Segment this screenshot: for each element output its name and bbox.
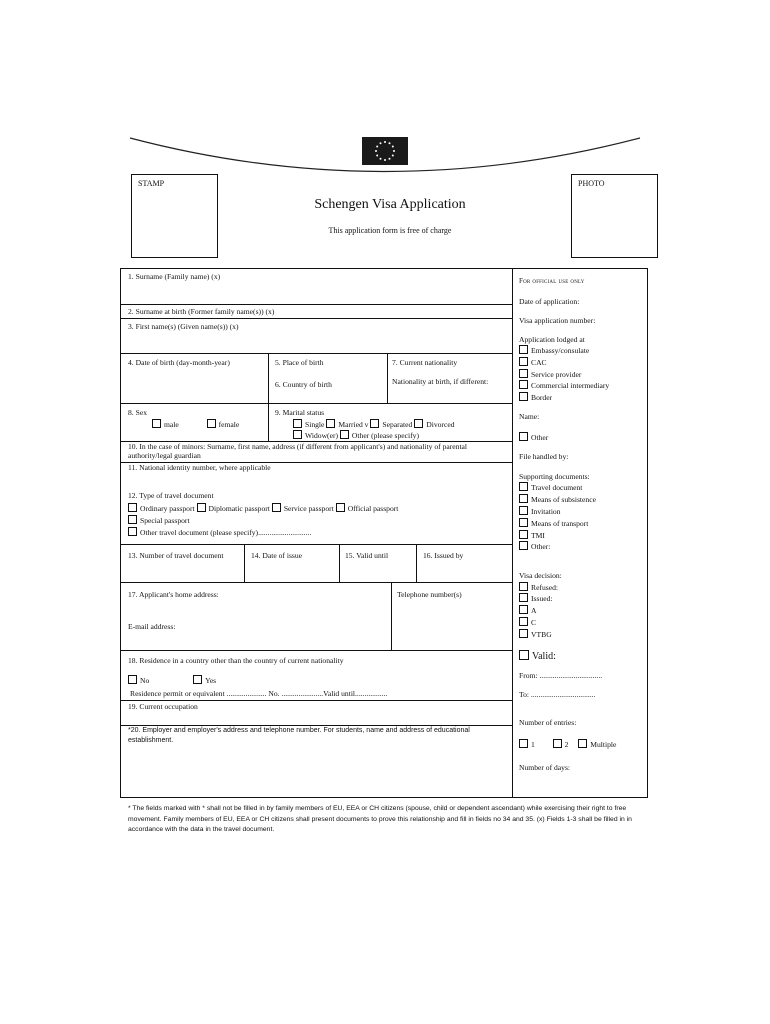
official-use-heading: For official use only	[519, 277, 585, 285]
invitation-checkbox[interactable]	[519, 506, 528, 515]
page-title: Schengen Visa Application	[314, 197, 466, 212]
visa-decision: Visa decision:	[519, 571, 562, 580]
travel-doc-row1: Ordinary passport Diplomatic passport Service passport Official passport	[128, 503, 398, 514]
field-2-surname-at-birth[interactable]: 2. Surname at birth (Former family name(s)) (x)	[128, 307, 275, 316]
embassy-checkbox[interactable]	[519, 345, 528, 354]
field-10-guardian[interactable]: 10. In the case of minors: Surname, first name, address (if different from applicant's) and nationality of parental authority/legal guardian	[128, 442, 468, 460]
residence-options: No Yes	[128, 675, 216, 686]
lodged-border: Border	[519, 392, 552, 403]
stamp-label: STAMP	[138, 179, 165, 188]
field-16-issued-by[interactable]: 16. Issued by	[423, 551, 464, 560]
service-provider-checkbox[interactable]	[519, 369, 528, 378]
field-7-nationality-at-birth[interactable]: Nationality at birth, if different:	[392, 377, 489, 386]
type-c-checkbox[interactable]	[519, 617, 528, 626]
field-12-travel-document-type: 12. Type of travel document	[128, 491, 214, 500]
field-9-marital-status: 9. Marital status	[275, 408, 325, 417]
residence-permit-line[interactable]: Residence permit or equivalent ..................... No. ......................Valid until.................	[130, 689, 388, 698]
support-subsistence: Means of subsistence	[519, 494, 596, 505]
support-other: Other:	[519, 541, 550, 552]
sex-options	[152, 419, 239, 430]
single-checkbox[interactable]	[293, 419, 302, 428]
field-11-national-id[interactable]: 11. National identity number, where applicable	[128, 463, 271, 472]
field-7-current-nationality[interactable]: 7. Current nationality	[392, 358, 458, 367]
field-14-date-of-issue[interactable]: 14. Date of issue	[251, 551, 303, 560]
lodged-cac: CAC	[519, 357, 547, 368]
transport-checkbox[interactable]	[519, 518, 528, 527]
entries-1-checkbox[interactable]	[519, 739, 528, 748]
field-20-employer[interactable]: *20. Employer and employer's address and telephone number. For students, name and address of educational establishment.	[128, 727, 470, 744]
date-of-application: Date of application:	[519, 297, 580, 306]
decision-issued: Issued:	[519, 593, 553, 604]
entries-options: 1 2 Multiple	[519, 739, 616, 750]
service-passport-checkbox[interactable]	[272, 503, 281, 512]
visa-application-number: Visa application number:	[519, 316, 596, 325]
field-13-travel-doc-number[interactable]: 13. Number of travel document	[128, 551, 224, 560]
lodged-other: Other	[519, 432, 548, 443]
separated-checkbox[interactable]	[370, 419, 379, 428]
number-of-entries: Number of entries:	[519, 718, 577, 727]
field-17-email[interactable]: E-mail address:	[128, 622, 176, 631]
support-tmi: TMI	[519, 530, 545, 541]
residence-no-checkbox[interactable]	[128, 675, 137, 684]
valid-to[interactable]: To: ..................................	[519, 690, 596, 699]
special-passport-checkbox[interactable]	[128, 515, 137, 524]
field-17-telephone[interactable]: Telephone number(s)	[397, 590, 462, 599]
entries-2-checkbox[interactable]	[553, 739, 562, 748]
type-a-checkbox[interactable]	[519, 605, 528, 614]
other-lodged-checkbox[interactable]	[519, 432, 528, 441]
photo-box	[571, 174, 658, 258]
field-1-surname[interactable]: 1. Surname (Family name) (x)	[128, 272, 221, 281]
field-8-sex: 8. Sex	[128, 408, 147, 417]
supporting-documents: Supporting documents:	[519, 472, 590, 481]
field-17-home-address[interactable]: 17. Applicant's home address:	[128, 590, 219, 599]
female-checkbox[interactable]	[207, 419, 216, 428]
marital-options-row2: Widow(er) Other (please specify)	[293, 430, 419, 441]
other-marital-checkbox[interactable]	[340, 430, 349, 439]
decision-refused: Refused:	[519, 582, 558, 593]
footnote: * The fields marked with * shall not be filled in by family members of EU, EEA or CH citizens (spouse, child or dependent ascendant) while exercising their right to free movement. Family members of EU, EEA or CH citizens shall present documents to prove this relationship and fill in fields no 34 and 35. (x) Fields 1-3 shall be filled in in accordance with the data in the travel document.	[128, 805, 632, 833]
valid-checkbox[interactable]	[519, 650, 529, 660]
travel-doc-row2: Special passport	[128, 515, 190, 526]
number-of-days: Number of days:	[519, 763, 571, 772]
divider	[512, 268, 513, 798]
photo-label: PHOTO	[578, 179, 605, 188]
official-use-panel	[519, 276, 644, 286]
ordinary-passport-checkbox[interactable]	[128, 503, 137, 512]
field-5-place-of-birth[interactable]: 5. Place of birth	[275, 358, 324, 367]
entries-multiple-checkbox[interactable]	[578, 739, 587, 748]
lodged-embassy: Embassy/consulate	[519, 345, 589, 356]
marital-options-row1: Single Married v Separated Divorced	[293, 419, 455, 430]
vtbg-checkbox[interactable]	[519, 629, 528, 638]
male-label: male	[164, 420, 179, 429]
refused-checkbox[interactable]	[519, 582, 528, 591]
cac-checkbox[interactable]	[519, 357, 528, 366]
travel-doc-row3: Other travel document (please specify)............................	[128, 527, 311, 538]
decision-valid: Valid:	[519, 650, 556, 662]
other-travel-doc-checkbox[interactable]	[128, 527, 137, 536]
decision-a: A	[519, 605, 536, 616]
eu-flag-logo	[362, 137, 408, 165]
travel-document-checkbox[interactable]	[519, 482, 528, 491]
field-19-occupation[interactable]: 19. Current occupation	[128, 702, 198, 711]
male-checkbox[interactable]	[152, 419, 161, 428]
issued-checkbox[interactable]	[519, 593, 528, 602]
subsistence-checkbox[interactable]	[519, 494, 528, 503]
other-support-checkbox[interactable]	[519, 541, 528, 550]
decision-vtbg: VTBG	[519, 629, 552, 640]
support-invitation: Invitation	[519, 506, 561, 517]
married-checkbox[interactable]	[326, 419, 335, 428]
widow-checkbox[interactable]	[293, 430, 302, 439]
lodged-service-provider: Service provider	[519, 369, 581, 380]
support-travel-doc: Travel document	[519, 482, 582, 493]
decision-c: C	[519, 617, 536, 628]
diplomatic-passport-checkbox[interactable]	[197, 503, 206, 512]
border-checkbox[interactable]	[519, 392, 528, 401]
official-name: Name:	[519, 412, 540, 421]
page-subtitle: This application form is free of charge	[328, 226, 452, 235]
field-15-valid-until[interactable]: 15. Valid until	[345, 551, 389, 560]
lodged-commercial: Commercial intermediary	[519, 380, 609, 391]
field-18-residence: 18. Residence in a country other than the country of current nationality	[128, 656, 344, 665]
application-lodged-at: Application lodged at	[519, 335, 585, 344]
field-6-country-of-birth[interactable]: 6. Country of birth	[275, 380, 332, 389]
support-transport: Means of transport	[519, 518, 588, 529]
divorced-checkbox[interactable]	[414, 419, 423, 428]
stamp-box	[131, 174, 218, 258]
valid-from[interactable]: From: .................................	[519, 671, 603, 680]
header-curve	[0, 0, 770, 200]
residence-yes-checkbox[interactable]	[193, 675, 202, 684]
field-4-date-of-birth[interactable]: 4. Date of birth (day-month-year)	[128, 358, 230, 367]
commercial-checkbox[interactable]	[519, 380, 528, 389]
file-handled-by: File handled by:	[519, 452, 569, 461]
tmi-checkbox[interactable]	[519, 530, 528, 539]
official-passport-checkbox[interactable]	[336, 503, 345, 512]
field-3-first-names[interactable]: 3. First name(s) (Given name(s)) (x)	[128, 322, 239, 331]
female-label: female	[218, 420, 240, 429]
